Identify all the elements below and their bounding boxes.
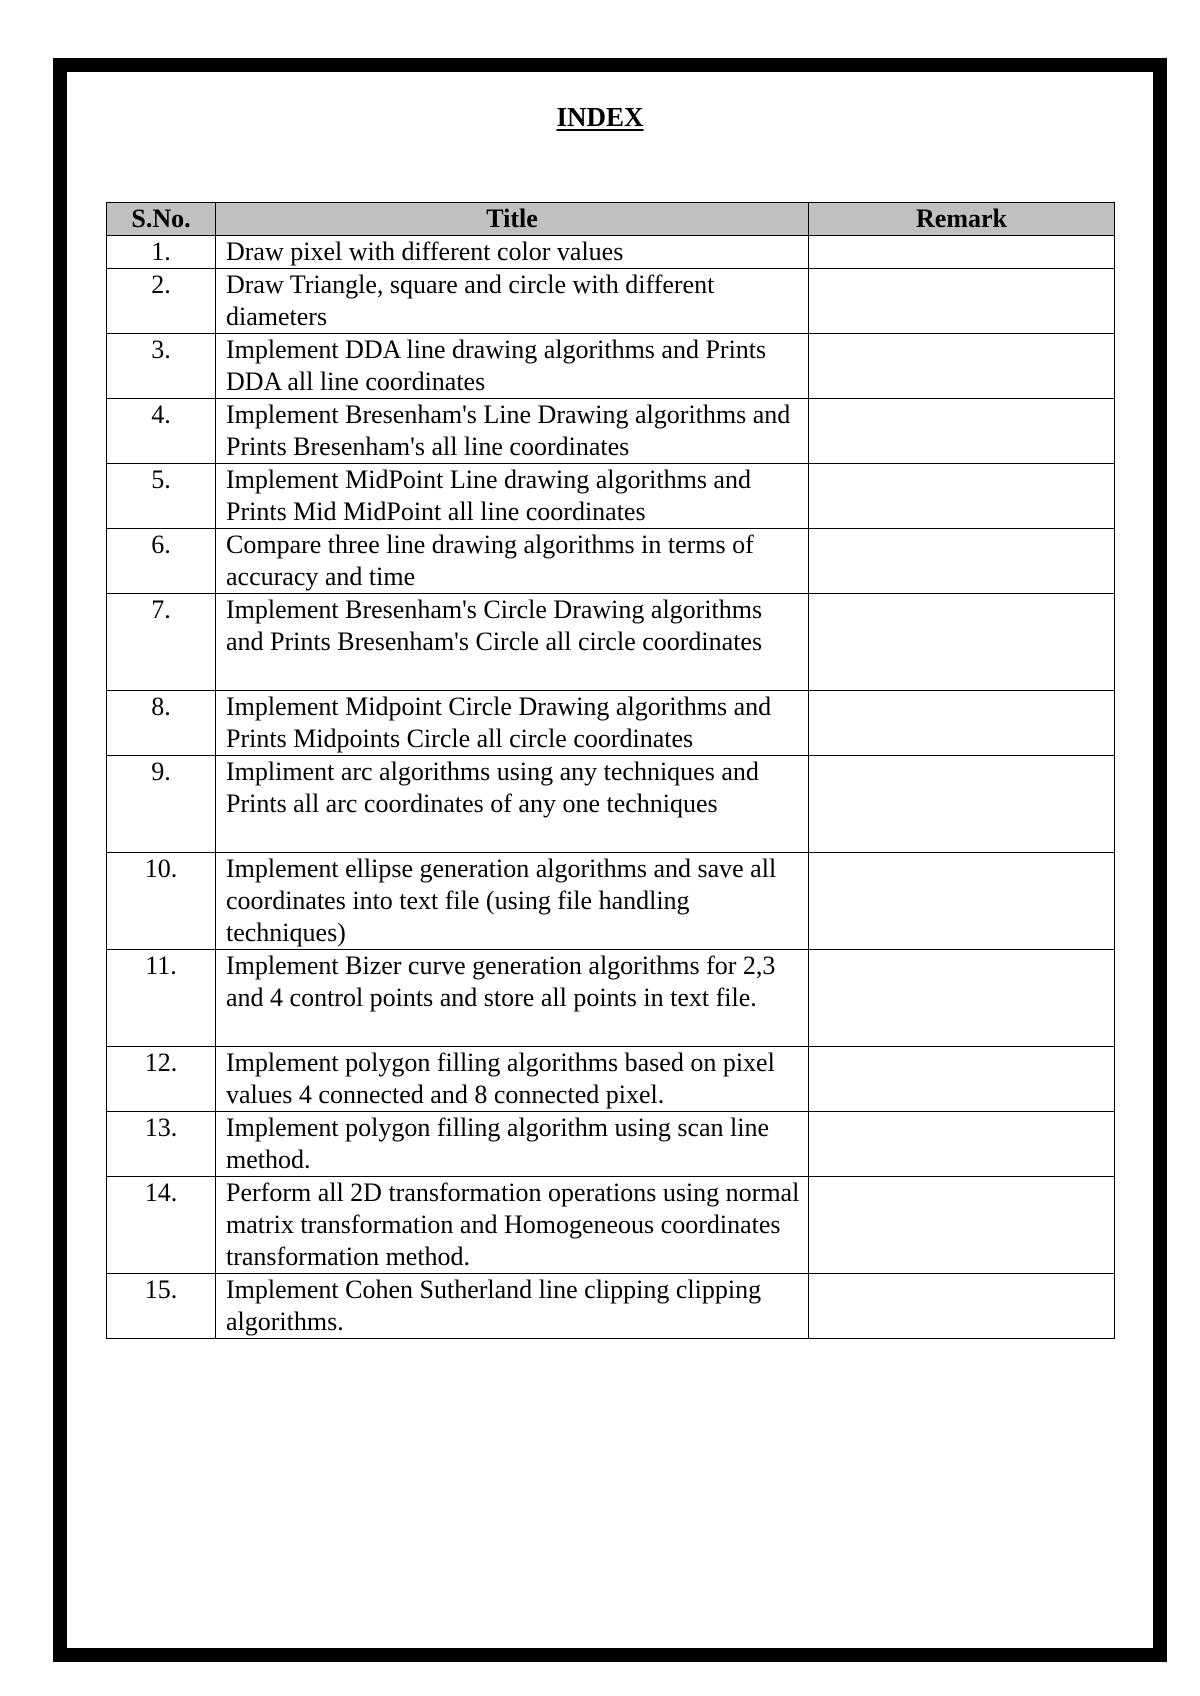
- row-title: Compare three line drawing algorithms in terms of accuracy and time: [216, 529, 809, 594]
- row-remark: [809, 1047, 1115, 1112]
- row-title: Implement Cohen Sutherland line clipping clipping algorithms.: [216, 1274, 809, 1339]
- index-table: [106, 202, 1115, 1339]
- row-sno: 1.: [107, 236, 216, 269]
- row-sno: 3.: [107, 334, 216, 399]
- table-row: [107, 464, 1115, 529]
- row-sno: 10.: [107, 853, 216, 950]
- row-remark: [809, 529, 1115, 594]
- row-remark: [809, 1274, 1115, 1339]
- row-sno: 7.: [107, 594, 216, 691]
- table-row: [107, 594, 1115, 691]
- row-remark: [809, 756, 1115, 853]
- row-remark: [809, 334, 1115, 399]
- row-sno: 15.: [107, 1274, 216, 1339]
- page-title: INDEX: [556, 102, 644, 132]
- table-row: [107, 756, 1115, 853]
- row-sno: 4.: [107, 399, 216, 464]
- row-sno: 11.: [107, 950, 216, 1047]
- row-title: Implement Bizer curve generation algorithms for 2,3 and 4 control points and store all points in text file.: [216, 950, 809, 1047]
- row-remark: [809, 269, 1115, 334]
- table-row: [107, 1112, 1115, 1177]
- row-sno: 13.: [107, 1112, 216, 1177]
- row-sno: 8.: [107, 691, 216, 756]
- table-header-row: [107, 203, 1115, 236]
- row-title: Impliment arc algorithms using any techniques and Prints all arc coordinates of any one techniques: [216, 756, 809, 853]
- row-sno: 5.: [107, 464, 216, 529]
- row-sno: 12.: [107, 1047, 216, 1112]
- row-sno: 2.: [107, 269, 216, 334]
- table-row: [107, 236, 1115, 269]
- row-title: Implement polygon filling algorithm using scan line method.: [216, 1112, 809, 1177]
- table-row: [107, 853, 1115, 950]
- table-row: [107, 691, 1115, 756]
- row-remark: [809, 1112, 1115, 1177]
- row-remark: [809, 594, 1115, 691]
- row-title: Implement Bresenham's Line Drawing algorithms and Prints Bresenham's all line coordinates: [216, 399, 809, 464]
- row-remark: [809, 950, 1115, 1047]
- row-title: Draw pixel with different color values: [216, 236, 809, 269]
- row-title: Implement DDA line drawing algorithms and Prints DDA all line coordinates: [216, 334, 809, 399]
- table-row: [107, 1177, 1115, 1274]
- table-row: [107, 269, 1115, 334]
- row-sno: 6.: [107, 529, 216, 594]
- row-remark: [809, 236, 1115, 269]
- row-sno: 14.: [107, 1177, 216, 1274]
- row-title: Draw Triangle, square and circle with different diameters: [216, 269, 809, 334]
- row-remark: [809, 464, 1115, 529]
- row-sno: 9.: [107, 756, 216, 853]
- row-title: Perform all 2D transformation operations using normal matrix transformation and Homogeneous coordinates transformation method.: [216, 1177, 809, 1274]
- row-remark: [809, 399, 1115, 464]
- table-row: [107, 334, 1115, 399]
- table-row: [107, 1047, 1115, 1112]
- row-title: Implement Midpoint Circle Drawing algorithms and Prints Midpoints Circle all circle coordinates: [216, 691, 809, 756]
- table-row: [107, 529, 1115, 594]
- row-remark: [809, 691, 1115, 756]
- header-sno: S.No.: [107, 203, 216, 236]
- row-title: Implement polygon filling algorithms based on pixel values 4 connected and 8 connected pixel.: [216, 1047, 809, 1112]
- table-row: [107, 1274, 1115, 1339]
- header-title: Title: [216, 203, 809, 236]
- row-remark: [809, 853, 1115, 950]
- table-row: [107, 950, 1115, 1047]
- row-title: Implement Bresenham's Circle Drawing algorithms and Prints Bresenham's Circle all circle coordinates: [216, 594, 809, 691]
- row-title: Implement ellipse generation algorithms and save all coordinates into text file (using file handling techniques): [216, 853, 809, 950]
- row-title: Implement MidPoint Line drawing algorithms and Prints Mid MidPoint all line coordinates: [216, 464, 809, 529]
- row-remark: [809, 1177, 1115, 1274]
- header-remark: Remark: [809, 203, 1115, 236]
- table-row: [107, 399, 1115, 464]
